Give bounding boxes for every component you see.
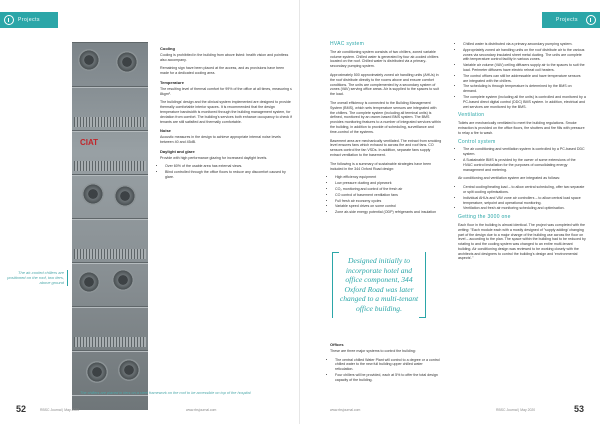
chiller-brand-logo: CIAT bbox=[80, 138, 99, 147]
paragraph: Air conditioning and ventilation system are integrated as follows: bbox=[458, 176, 561, 181]
paragraph: Each floor in the building is almost identical. The project was completed with the writing: "Each module each with a mostly designed of "supply adding/ changing part of the design due to a major change of the building use across the floor on level – according to the plan. The space within the building had to be reduced by rotating to and the cooling system was changed to an entire multi-tenant building. Air conditioning design was reviewed to be working closely with the architects and designers to control the building's design and 'environmental aspects'." bbox=[458, 222, 586, 261]
sustainability-list bbox=[330, 175, 442, 215]
pull-quote: Designed initially to incorporate hotel and office component, 344 Oxford Road was later changed to a multi-tenant office building. bbox=[332, 252, 426, 318]
caption-rule bbox=[67, 270, 68, 286]
control-list bbox=[458, 147, 586, 172]
list-item: • High efficiency equipment bbox=[335, 175, 442, 180]
integration-list bbox=[458, 185, 586, 211]
list-item: • Four chillers will be provided, each at 5% to offer the total design capacity of the building. bbox=[335, 373, 442, 383]
paragraph: Remaining sign have been placed at the access, and as provisions have been made for a dedicated cooling area. bbox=[160, 66, 285, 76]
temperature-heading: Temperature bbox=[160, 79, 184, 85]
chiller-unit bbox=[72, 174, 148, 220]
list-item: • Variable speed drives on some control bbox=[335, 204, 442, 209]
paragraph: Acoustic measures in the design to achieve appropriate internal noise levels between 40 and 45dB. bbox=[160, 135, 281, 144]
bottom-photo-caption: The chillers are placed in tiers on a steel framework on the roof to be accessible on top of the hospital bbox=[80, 391, 251, 395]
grille bbox=[74, 337, 146, 347]
left-text-column bbox=[160, 42, 294, 184]
paragraph: The following is a summary of sustainable strategies have been included in the 344 Oxford Road design: bbox=[330, 161, 432, 171]
systems-list bbox=[458, 42, 586, 109]
section-label: Projects bbox=[556, 17, 579, 23]
list-item: • Low pressure ducting and pipework bbox=[335, 181, 442, 186]
chiller-unit bbox=[72, 42, 148, 88]
list-item: • The complete system (including all the units) is controlled and monitored by a PC-based direct digital control (DDC) BMS system. In addition, electrical and wet services are monitored by the BMS. bbox=[463, 95, 586, 109]
chiller-unit bbox=[72, 262, 148, 308]
page-number-left: 52 bbox=[16, 404, 27, 414]
grille bbox=[74, 249, 146, 259]
offices-heading: Offices bbox=[330, 342, 344, 347]
list-item: • CO₂ monitoring and control of the fresh air bbox=[335, 187, 442, 192]
photo-caption: The air-cooled chillers are positioned on the roof, two tiers, above ground bbox=[0, 270, 68, 286]
right-text-column bbox=[458, 42, 586, 265]
list-item: • The central chilled Water Plant will control to a degree or a control chilled water to the new full building upper chilled water reticulation. bbox=[335, 358, 442, 372]
chiller-unit bbox=[72, 350, 148, 396]
paragraph: These are three major systems to control the building: bbox=[330, 348, 416, 353]
list-item: • The air conditioning and ventilation system is controlled by a PC-based DDC system. bbox=[463, 147, 586, 157]
zone-heading: Getting the 3000 one bbox=[458, 214, 511, 221]
footer-journal: RBSC Journal | May 2020 bbox=[496, 408, 536, 412]
daylight-list bbox=[160, 164, 294, 179]
grille bbox=[74, 161, 146, 171]
projects-icon bbox=[586, 15, 596, 25]
noise-heading: Noise bbox=[160, 128, 171, 134]
paragraph: Provide with high performance glazing for increased daylight levels. bbox=[160, 155, 268, 160]
fan-icon bbox=[78, 271, 100, 293]
footer-website[interactable]: www.rbsjournal.com bbox=[330, 408, 361, 412]
list-item: • Blind controlled through the office floors to reduce any discomfort caused by glare. bbox=[165, 170, 294, 180]
fan-icon bbox=[78, 49, 100, 71]
ventilation-heading: Ventilation bbox=[458, 112, 485, 119]
list-item: • Ventilation and fresh air monitoring scheduling and optimisation. bbox=[463, 206, 586, 211]
paragraph: The resulting level of thermal comfort for 99% of the office at all times, measuring ≤ 8kgm². bbox=[160, 86, 292, 96]
fan-icon bbox=[112, 269, 134, 291]
fan-icon bbox=[114, 185, 136, 207]
list-item: • Variable air volume (VAV) ceiling diffusers supply air to the spaces to suit the load. Perimeter diffusers have electric reheat coil heaters. bbox=[463, 63, 586, 73]
list-item: • The control offices can still be addressable and have temperature sensors are integrated with the chillers. bbox=[463, 74, 586, 84]
list-item: • A Sustainable BMS is provided by the owner of some extensions of the HVAC control installation for the purposes of consolidating energy management and metering. bbox=[463, 158, 586, 172]
paragraph: The buildings' design and the clinical system implemented are designed to provide thermally comfortable interior spaces. It is recommended that the design temperature bandwidth is monitored through the building management system, for deviation from comfort. The building's services both enhance occupancy to check if tenants are still satisfied and thermally comfortable. bbox=[160, 100, 292, 124]
paragraph: Approximately 500 approximately zoned air handling units (AHUs) in the roof distribute directly to the rooms above and ensure comfort conditions. The units are complemented by a secondary system of zones (VAV) serving office areas. Air is supplied to the spaces to suit the load. bbox=[330, 72, 439, 97]
grille bbox=[74, 117, 146, 127]
section-label: Projects bbox=[18, 17, 41, 23]
control-heading: Control system bbox=[458, 138, 496, 145]
list-item: • Chilled water is distributed via a primary-secondary pumping system. bbox=[463, 42, 586, 47]
paragraph: Cooling is prohibited in the building from above listed: health vision and pointless also accompany. bbox=[160, 52, 289, 62]
chiller-unit bbox=[72, 130, 148, 176]
footer-website[interactable]: www.rbsjournal.com bbox=[186, 408, 217, 412]
section-tab-left bbox=[0, 12, 58, 28]
list-item: • Zone air-side energy potential (ODP) refrigerants and insulation bbox=[335, 210, 442, 215]
chillers-photo bbox=[72, 42, 148, 410]
list-item: • Individual AHUs and VAV zone air controllers – to allow central load space temperature, setpoint and operational monitoring. bbox=[463, 196, 586, 206]
list-item: • Central cooling/heating load – to allow central scheduling, offer two separate or split cooling optimisations. bbox=[463, 185, 586, 195]
paragraph: The air conditioning system consists of two chillers, zoned variable volume system. Chilled water is generated by four air-cooled chillers located on the roof. Chilled water is distributed via a primary-secondary pumping system. bbox=[330, 49, 439, 69]
paragraph: The overall efficiency is connected to the Building Management System (BMS), which sets temperature sensors are integrated with the chillers. The complete system (including all terminal units) is defined, monitored by an owner-based BMS system. The BMS provides monitoring features to a number of integrated services within the building, in addition to provide of scheduling, surveillance and time-control of the systems. bbox=[330, 100, 441, 134]
offices-list bbox=[330, 358, 442, 383]
paragraph: Toilets are mechanically ventilated to meet the building regulations. Smoke extraction is provided on the office floors, fire shutters and fire fills with pressure to relay a fire to wash. bbox=[458, 121, 585, 135]
footer-journal: RBSC Journal | May 2020 bbox=[40, 408, 80, 412]
projects-icon bbox=[4, 15, 14, 25]
fan-icon bbox=[116, 51, 138, 73]
hvac-column bbox=[330, 42, 442, 219]
list-item: • CO control of basement ventilation fans bbox=[335, 193, 442, 198]
list-item: • The scheduling is through temperature is determined by the BMS on demand. bbox=[463, 84, 586, 94]
chiller-unit bbox=[72, 306, 148, 352]
fan-icon bbox=[118, 359, 140, 381]
page-number-right: 53 bbox=[573, 404, 584, 414]
hvac-heading: HVAC system bbox=[330, 41, 365, 47]
chiller-unit bbox=[72, 86, 148, 132]
offices-column bbox=[330, 338, 442, 387]
fan-icon bbox=[82, 183, 104, 205]
chiller-unit bbox=[72, 218, 148, 264]
paragraph: Basement area are mechanically ventilated. The extract from smoking level ensures fans which exhaust to across fire and roof fans. CO sensors control the fan VSDs. In addition, separate fans supply extract ventilation to the basement. bbox=[330, 138, 442, 157]
list-item: • Full fresh air economy cycles bbox=[335, 199, 442, 204]
fan-icon bbox=[86, 361, 108, 383]
section-tab-right bbox=[542, 12, 600, 28]
daylight-heading: Daylight and glare bbox=[160, 148, 195, 154]
list-item: • Over 60% of the usable area has external views. bbox=[165, 164, 294, 169]
list-item: • Appropriately zoned air handling units on the roof distribute air to the various zones via secondary insulated sheet metal ducting. The units are complete with temperature control facility in various zones. bbox=[463, 48, 586, 62]
cooling-heading: Cooling bbox=[160, 46, 175, 51]
